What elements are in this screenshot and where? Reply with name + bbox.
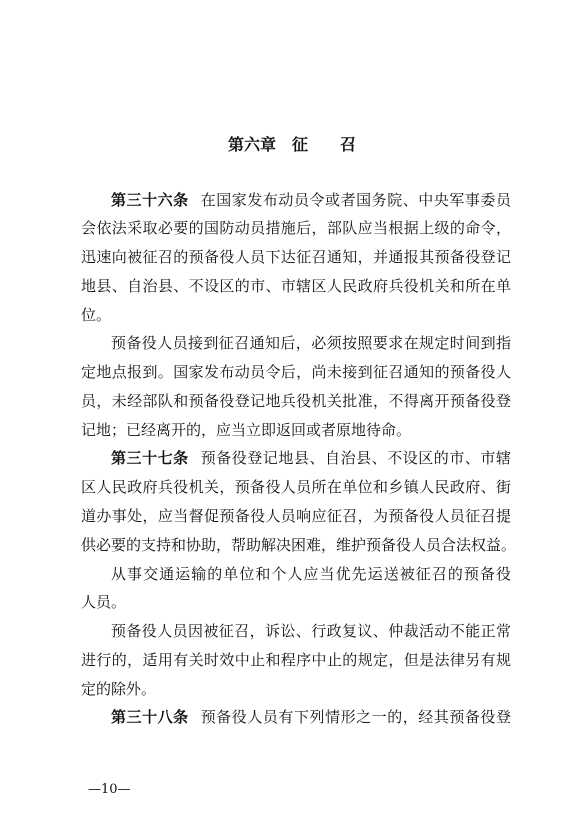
paragraph-line xyxy=(81,186,511,215)
paragraph-line: 从事交通运输的单位和个人应当优先运送被征召的预备役 xyxy=(111,564,511,583)
paragraph-line: 道办事处，应当督促预备役人员响应征召，为预备役人员征召提 xyxy=(81,507,511,526)
line-text: 预备役人员有下列情形之一的，经其预备役登 xyxy=(200,708,511,727)
page-number: —10— xyxy=(88,782,131,797)
paragraph-line: 会依法采取必要的国防动员措施后，部队应当根据上级的命令， xyxy=(81,219,511,238)
paragraph-line: 迅速向被征召的预备役人员下达征召通知，并通报其预备役登记 xyxy=(81,248,511,267)
paragraph-transport xyxy=(81,560,511,618)
paragraph-reporting xyxy=(81,329,511,444)
paragraph-line: 记地；已经离开的，应当立即返回或者原地待命。 xyxy=(81,420,412,439)
paragraph-article-36 xyxy=(81,186,511,330)
paragraph-article-37 xyxy=(81,444,517,559)
line-text: 在国家发布动员令或者国务院、中央军事委员 xyxy=(200,190,511,209)
paragraph-line: 定地点报到。国家发布动员令后，尚未接到征召通知的预备役人 xyxy=(81,363,511,382)
paragraph-line: 人员。 xyxy=(81,593,127,612)
paragraph-litigation xyxy=(81,617,511,703)
paragraph-line: 地县、自治县、不设区的市、市辖区人民政府兵役机关和所在单 xyxy=(81,276,511,295)
paragraph-line: 预备役人员因被征召，诉讼、行政复议、仲裁活动不能正常 xyxy=(111,622,511,641)
paragraph-line xyxy=(81,444,511,473)
paragraph-line: 预备役人员接到征召通知后，必须按照要求在规定时间到指 xyxy=(111,334,511,353)
paragraph-line xyxy=(81,703,511,732)
paragraph-line: 定的除外。 xyxy=(81,679,157,698)
article-number: 第三十六条 xyxy=(111,190,189,209)
chapter-title: 第六章 征 召 xyxy=(227,135,356,154)
paragraph-line: 区人民政府兵役机关，预备役人员所在单位和乡镇人民政府、街 xyxy=(81,478,511,497)
article-number: 第三十七条 xyxy=(111,449,189,468)
paragraph-line: 进行的，适用有关时效中止和程序中止的规定，但是法律另有规 xyxy=(81,650,511,669)
paragraph-line: 员，未经部队和预备役登记地兵役机关批准，不得离开预备役登 xyxy=(81,391,511,410)
document-body xyxy=(81,186,517,733)
article-number: 第三十八条 xyxy=(111,708,189,727)
paragraph-article-38 xyxy=(81,703,511,732)
paragraph-line: 位。 xyxy=(81,305,112,324)
line-text: 预备役登记地县、自治县、不设区的市、市辖 xyxy=(200,449,511,468)
paragraph-line: 供必要的支持和协助，帮助解决困难，维护预备役人员合法权益。 xyxy=(81,535,517,554)
